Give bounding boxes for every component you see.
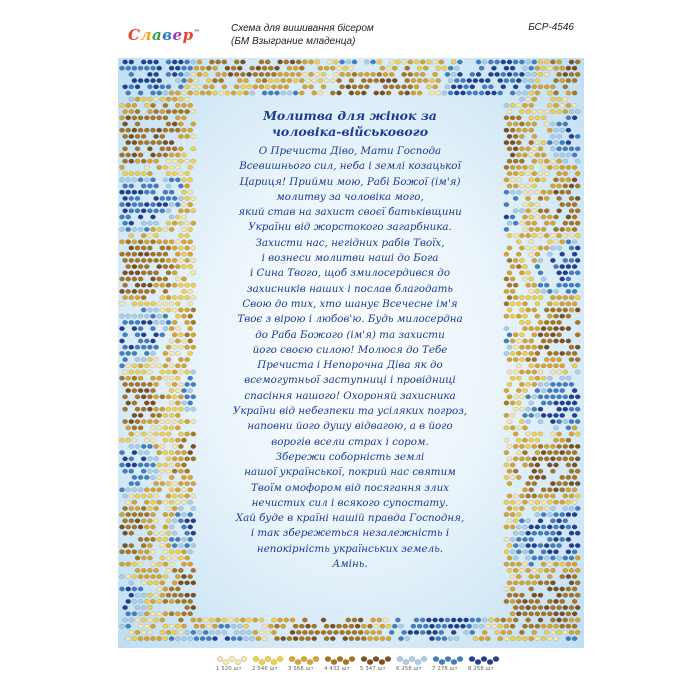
header-description <box>231 22 374 48</box>
legend-item <box>216 654 248 676</box>
bead-swatch-icon <box>216 654 248 666</box>
embroidery-panel <box>118 58 584 648</box>
trademark-mark: ™ <box>193 29 201 36</box>
bead-swatch-icon <box>360 654 392 666</box>
header-line-1: Схема для вишивання бісером <box>231 23 374 34</box>
prayer-title-line: Молитва для жінок за <box>263 108 437 123</box>
legend-item <box>468 654 500 676</box>
pattern-sheet <box>118 18 584 682</box>
prayer-line: наповни його душу відвагою, а в його <box>247 420 453 433</box>
prayer-title-line: чоловіка-військового <box>271 124 429 139</box>
legend-item <box>252 654 284 676</box>
prayer-line: Хай буде в країні нашій правда Господня, <box>235 512 465 525</box>
bead-color-legend <box>216 654 496 676</box>
legend-item <box>396 654 428 676</box>
prayer-line: ворогів всели страх і сором. <box>271 435 429 448</box>
brand-letter: С <box>128 26 141 44</box>
prayer-title <box>200 108 500 140</box>
brand-logo <box>128 26 200 44</box>
prayer-line: Амінь. <box>332 558 368 571</box>
legend-count: 1 520 шт <box>216 666 242 672</box>
prayer-line: О Пречиста Діво, Мати Господа <box>258 145 442 157</box>
prayer-line: нечистих сил і всякого супостату. <box>251 496 449 509</box>
prayer-line: захисників наших і послав благодать <box>246 282 453 295</box>
prayer-text-area <box>200 100 500 610</box>
legend-count: 6 258 шт <box>396 666 422 672</box>
prayer-line: непокірність українських земель. <box>256 542 444 555</box>
legend-count: 7 278 шт <box>432 666 458 672</box>
prayer-line: і Сина Твого, щоб змилосердився до <box>249 267 451 280</box>
bead-swatch-icon <box>432 654 464 666</box>
prayer-line: Збережи соборність землі <box>275 450 425 463</box>
brand-letter: в <box>162 26 173 44</box>
bead-swatch-icon <box>468 654 500 666</box>
legend-item <box>288 654 320 676</box>
prayer-line: спасіння нашого! Охороняй захисника <box>244 389 456 402</box>
prayer-line: і так збережеться незалежність і <box>250 527 450 540</box>
legend-item <box>360 654 392 676</box>
prayer-line: Свою до тих, хто шанує Всечесне ім'я <box>242 297 458 310</box>
prayer-line: України від небезпеки та усіляких погроз, <box>232 405 468 418</box>
prayer-body <box>200 144 500 572</box>
legend-count: 3 568 шт <box>288 666 314 672</box>
legend-item <box>432 654 464 676</box>
prayer-line: всемогутньої заступниці і провідниці <box>244 374 456 387</box>
prayer-line: Твоїм омофором від посягання злих <box>250 481 450 494</box>
prayer-line: Цариця! Прийми мою, Рабі Божої (ім'я) <box>239 175 461 188</box>
prayer-line: Твоє з вірою і любов'ю. Будь милосердна <box>237 313 463 326</box>
legend-item <box>324 654 356 676</box>
legend-count: 5 347 шт <box>360 666 386 672</box>
prayer-line: його своєю силою! Молюся до Тебе <box>252 343 448 356</box>
bead-swatch-icon <box>324 654 356 666</box>
brand-letter: е <box>172 26 183 44</box>
prayer-line: Пречиста і Непорочна Діва як до <box>257 359 443 372</box>
prayer-line: України від жорстокого загарбника. <box>248 221 452 234</box>
bead-swatch-icon <box>288 654 320 666</box>
prayer-line: Всевишнього сил, неба і землі козацької <box>239 160 461 173</box>
prayer-line: нашої української, покрий нас святим <box>244 466 456 479</box>
bead-swatch-icon <box>252 654 284 666</box>
brand-letter: р <box>182 26 194 44</box>
bead-swatch-icon <box>396 654 428 666</box>
prayer-line: Захисти нас, негідних рабів Твоїх, <box>255 236 445 249</box>
brand-letter: а <box>151 26 163 44</box>
legend-count: 2 546 шт <box>252 666 278 672</box>
prayer-line: до Раба Божого (ім'я) та захисти <box>255 328 445 341</box>
legend-count: 8 258 шт <box>468 666 494 672</box>
product-code: БСР-4546 <box>528 22 574 33</box>
header-line-2: (БМ Взыграние младенца) <box>231 36 356 47</box>
prayer-line: і вознеси молитви наші до Бога <box>261 252 439 265</box>
prayer-line: який став на захист своєї батьківщини <box>238 206 462 219</box>
prayer-line: молитву за чоловіка мого, <box>276 190 424 203</box>
brand-letter: л <box>140 26 152 44</box>
legend-count: 4 432 шт <box>324 666 350 672</box>
